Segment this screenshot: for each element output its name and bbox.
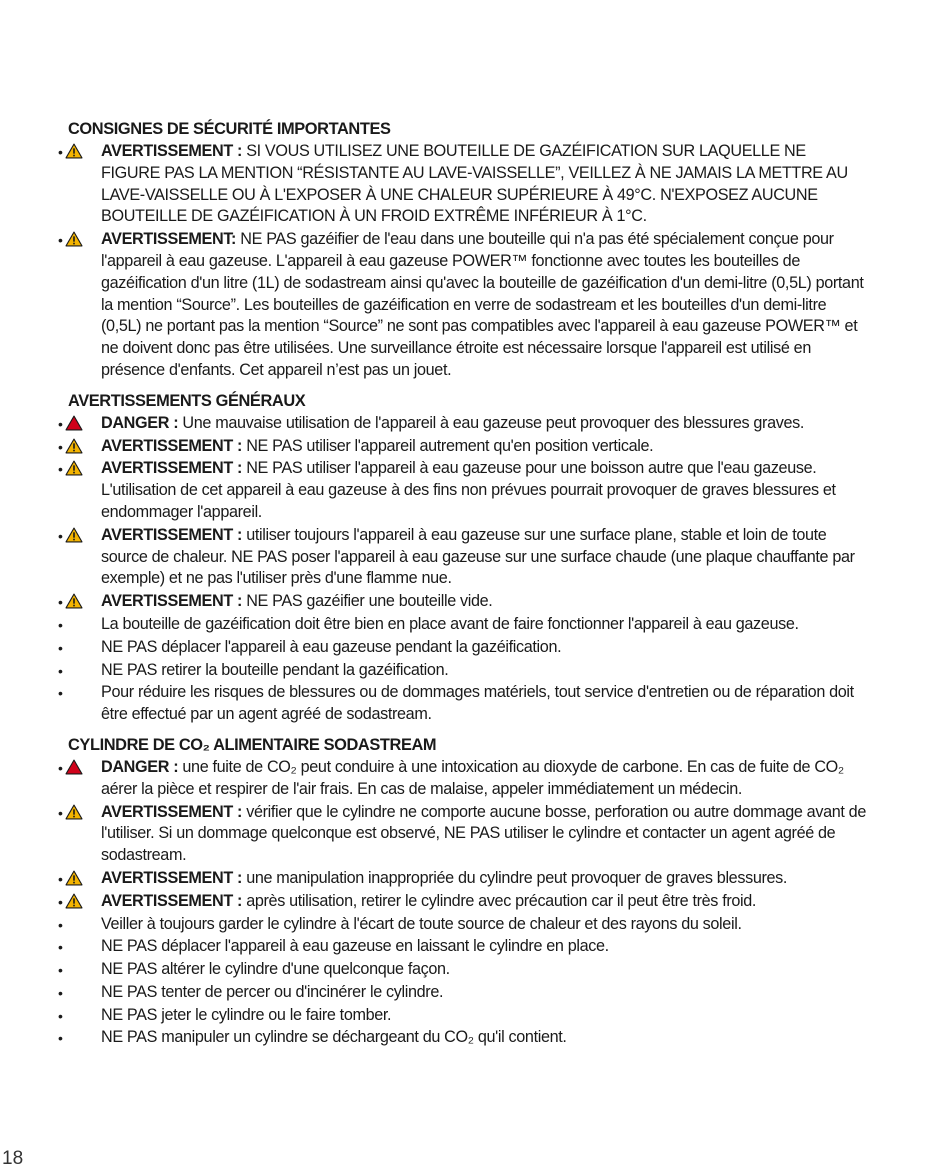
safety-content xyxy=(58,118,868,1057)
safety-list xyxy=(58,757,868,1049)
warning-icon xyxy=(65,438,83,454)
list-item xyxy=(58,229,868,382)
bullet-marker xyxy=(58,961,94,979)
bullet-marker xyxy=(58,231,94,249)
bullet-dot: • xyxy=(58,685,63,702)
bullet-marker xyxy=(58,916,94,934)
safety-section xyxy=(58,118,868,382)
bullet-marker xyxy=(58,639,94,657)
bullet-marker xyxy=(58,415,94,433)
warning-label: AVERTISSEMENT : xyxy=(101,142,243,160)
page-number: 18 xyxy=(2,1148,24,1169)
bullet-dot: • xyxy=(58,616,63,633)
list-item xyxy=(58,413,868,435)
bullet-marker xyxy=(58,684,94,702)
item-text: NE PAS gazéifier de l'eau dans une bouteille qui n'a pas été spécialement conçue pour l'appareil à eau gazeuse. L'appareil à eau gazeuse POWER™ fonctionne avec toutes les bouteilles de gazéification d'un litre (1L) de sodastream ainsi qu'avec la bouteille de gazéification d'un demi-litre (0,5L) portant la mention “Source”. Les bouteilles de gazéification en verre de sodastream et les bouteilles d'un demi-litre (0,5L) ne portant pas la mention “Source” ne sont pas compatibles avec l'appareil à eau gazeuse POWER™ et ne doivent donc pas être utilisées. Une surveillance étroite est nécessaire lorsque l'appareil est utilisé en présence d'enfants. Cet appareil n’est pas un jouet. xyxy=(101,230,864,379)
warning-label: AVERTISSEMENT: xyxy=(101,230,237,249)
safety-list xyxy=(58,413,868,726)
warning-icon xyxy=(65,143,83,159)
bullet-marker xyxy=(58,984,94,1002)
bullet-dot: • xyxy=(58,662,63,679)
bullet-marker xyxy=(58,1029,94,1047)
warning-label: AVERTISSEMENT : xyxy=(101,592,243,611)
warning-label: AVERTISSEMENT : xyxy=(101,891,243,910)
bullet-dot: • xyxy=(58,870,63,887)
list-item xyxy=(58,868,868,890)
safety-section xyxy=(58,390,868,726)
warning-icon xyxy=(65,870,83,886)
item-text: NE PAS déplacer l'appareil à eau gazeuse en laissant le cylindre en place. xyxy=(101,937,609,956)
item-text: NE PAS utiliser l'appareil à eau gazeuse pour une boisson autre que l'eau gazeuse. L'utilisation de cet appareil à eau gazeuse à des fins non prévues pourrait provoquer de graves blessures et endommager l'appareil. xyxy=(101,459,836,521)
item-text: SI VOUS UTILISEZ UNE BOUTEILLE DE GAZÉIFICATION SUR LAQUELLE NE FIGURE PAS LA MENTION “RÉSISTANTE AU LAVE-VAISSELLE”, VEILLEZ À NE JAMAIS LA METTRE AU LAVE-VAISSELLE OU À L'EXPOSER À UNE CHALEUR SUPÉRIEURE À 49°C. N'EXPOSEZ AUCUNE BOUTEILLE DE GAZÉIFICATION À UN FROID EXTRÊME INFÉRIEUR À 1°C. xyxy=(101,142,848,226)
item-text: NE PAS manipuler un cylindre se déchargeant du CO₂ qu'il contient. xyxy=(101,1028,567,1047)
bullet-marker xyxy=(58,143,94,161)
list-item xyxy=(58,660,868,682)
warning-icon xyxy=(65,460,83,476)
list-item xyxy=(58,1027,868,1049)
bullet-dot: • xyxy=(58,759,63,776)
warning-label: AVERTISSEMENT : xyxy=(101,802,243,821)
list-item xyxy=(58,591,868,613)
bullet-dot: • xyxy=(58,916,63,933)
warning-icon xyxy=(65,893,83,909)
section-heading: CYLINDRE DE CO₂ ALIMENTAIRE SODASTREAM xyxy=(68,735,437,754)
item-text: NE PAS gazéifier une bouteille vide. xyxy=(242,592,493,611)
list-item xyxy=(58,757,868,801)
list-item xyxy=(58,614,868,636)
warning-icon xyxy=(65,527,83,543)
item-text: après utilisation, retirer le cylindre avec précaution car il peut être très froid. xyxy=(242,891,757,910)
bullet-dot: • xyxy=(58,594,63,611)
item-text: Une mauvaise utilisation de l'appareil à eau gazeuse peut provoquer des blessures graves. xyxy=(178,413,805,432)
bullet-marker xyxy=(58,593,94,611)
section-heading: AVERTISSEMENTS GÉNÉRAUX xyxy=(68,391,306,410)
item-text: Pour réduire les risques de blessures ou de dommages matériels, tout service d'entretien ou de réparation doit être effectué par un agent agréé de sodastream. xyxy=(101,683,854,724)
warning-label: AVERTISSEMENT : xyxy=(101,525,243,544)
danger-icon xyxy=(65,415,83,431)
list-item xyxy=(58,637,868,659)
list-item xyxy=(58,1005,868,1027)
bullet-marker xyxy=(58,804,94,822)
list-item xyxy=(58,891,868,913)
danger-label: DANGER : xyxy=(101,413,179,432)
bullet-marker xyxy=(58,938,94,956)
warning-icon xyxy=(65,593,83,609)
warning-icon xyxy=(65,804,83,820)
bullet-dot: • xyxy=(58,639,63,656)
item-text: une fuite de CO₂ peut conduire à une intoxication au dioxyde de carbone. En cas de fuite de CO₂ aérer la pièce et respirer de l'air frais. En cas de malaise, appeler immédiatement un médecin. xyxy=(101,757,844,798)
danger-icon xyxy=(65,759,83,775)
bullet-marker xyxy=(58,1007,94,1025)
item-text: La bouteille de gazéification doit être bien en place avant de faire fonctionner l'appareil à eau gazeuse. xyxy=(101,614,799,633)
bullet-marker xyxy=(58,662,94,680)
warning-label: AVERTISSEMENT : xyxy=(101,868,243,887)
list-item xyxy=(58,682,868,726)
list-item xyxy=(58,141,868,228)
bullet-dot: • xyxy=(58,232,63,249)
item-text: NE PAS déplacer l'appareil à eau gazeuse pendant la gazéification. xyxy=(101,637,562,656)
bullet-marker xyxy=(58,616,94,634)
item-text: une manipulation inappropriée du cylindre peut provoquer de graves blessures. xyxy=(242,868,788,887)
warning-icon xyxy=(65,231,83,247)
bullet-dot: • xyxy=(58,1007,63,1024)
list-item xyxy=(58,458,868,523)
bullet-marker xyxy=(58,460,94,478)
bullet-dot: • xyxy=(58,893,63,910)
bullet-dot: • xyxy=(58,984,63,1001)
list-item xyxy=(58,982,868,1004)
bullet-marker xyxy=(58,893,94,911)
item-text: NE PAS altérer le cylindre d'une quelconque façon. xyxy=(101,960,450,979)
item-text: Veiller à toujours garder le cylindre à l'écart de toute source de chaleur et des rayons du soleil. xyxy=(101,914,742,933)
bullet-dot: • xyxy=(58,1030,63,1047)
bullet-marker xyxy=(58,438,94,456)
warning-label: AVERTISSEMENT : xyxy=(101,436,243,455)
list-item xyxy=(58,525,868,590)
safety-section xyxy=(58,734,868,1049)
bullet-dot: • xyxy=(58,461,63,478)
item-text: vérifier que le cylindre ne comporte aucune bosse, perforation ou autre dommage avant de l'utiliser. Si un dommage quelconque est observé, NE PAS utiliser le cylindre et contacter un agent agréé de sodastream. xyxy=(101,802,866,865)
list-item xyxy=(58,802,868,867)
bullet-dot: • xyxy=(58,144,63,160)
bullet-marker xyxy=(58,759,94,777)
item-text: NE PAS tenter de percer ou d'incinérer le cylindre. xyxy=(101,982,444,1001)
safety-list xyxy=(58,141,868,382)
danger-label: DANGER : xyxy=(101,757,179,776)
list-item xyxy=(58,436,868,458)
bullet-dot: • xyxy=(58,804,63,821)
item-text: NE PAS utiliser l'appareil autrement qu'en position verticale. xyxy=(242,436,654,455)
list-item xyxy=(58,914,868,936)
bullet-dot: • xyxy=(58,415,63,432)
bullet-dot: • xyxy=(58,438,63,455)
bullet-dot: • xyxy=(58,939,63,956)
bullet-dot: • xyxy=(58,527,63,544)
item-text: NE PAS jeter le cylindre ou le faire tomber. xyxy=(101,1005,392,1024)
item-text: utiliser toujours l'appareil à eau gazeuse sur une surface plane, stable et loin de toute source de chaleur. NE PAS poser l'appareil à eau gazeuse sur une surface chaude (une plaque chauffante par exemple) et ne pas l'utiliser près d'une flamme nue. xyxy=(101,525,855,588)
warning-label: AVERTISSEMENT : xyxy=(101,459,243,478)
bullet-dot: • xyxy=(58,962,63,979)
list-item xyxy=(58,959,868,981)
bullet-marker xyxy=(58,870,94,888)
item-text: NE PAS retirer la bouteille pendant la gazéification. xyxy=(101,660,449,679)
list-item xyxy=(58,936,868,958)
section-heading: CONSIGNES DE SÉCURITÉ IMPORTANTES xyxy=(68,120,391,138)
bullet-marker xyxy=(58,527,94,545)
